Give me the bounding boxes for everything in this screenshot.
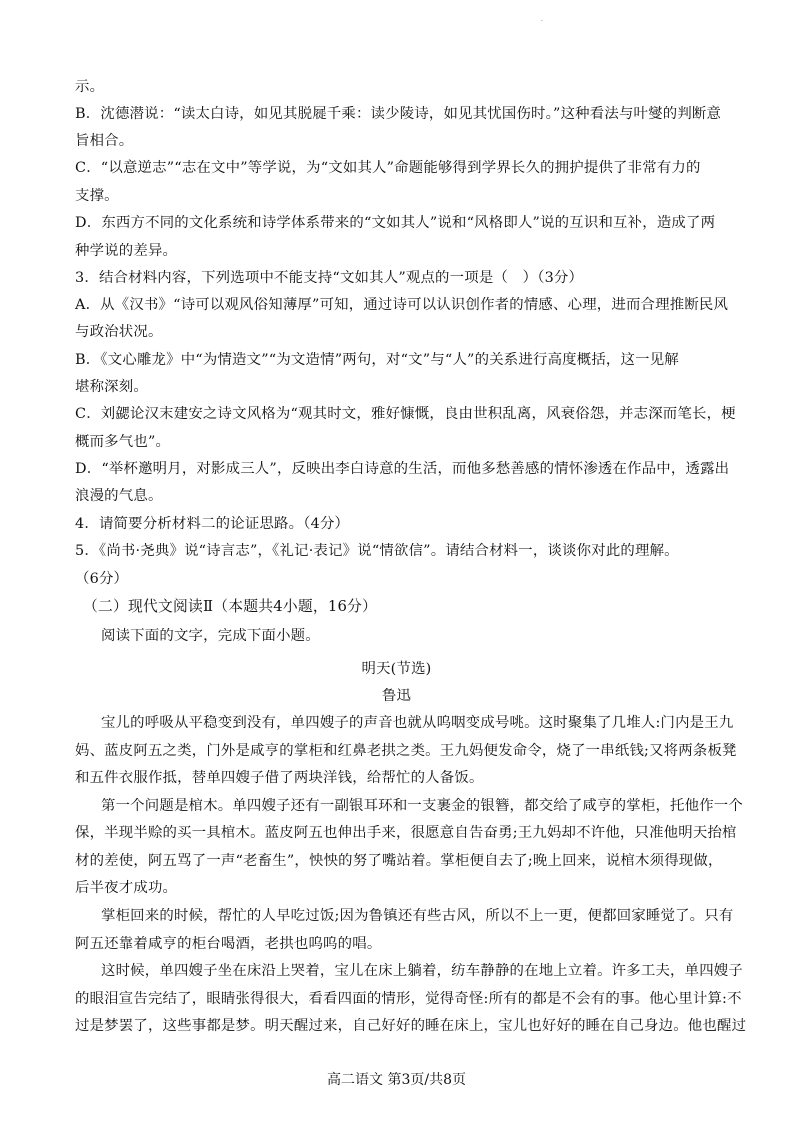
option-b-line: B．《文心雕龙》中“为情造文”“为文造情”两句，对“文”与“人”的关系进行高度概括，这一见解: [75, 352, 679, 368]
article-paragraph-line: 第一个问题是棺木。单四嫂子还有一副银耳环和一支裹金的银簪，都交给了咸亨的掌柜，托他作一个: [101, 798, 743, 814]
option-c-line: C．“以意逆志”“志在文中”等学说，为“文如其人”命题能够得到学界长久的拥护提供了非常有力的: [75, 160, 701, 176]
article-paragraph-line: 掌柜回来的时候，帮忙的人早吃过饭;因为鲁镇还有些古风，所以不上一更，便都回家睡觉了。只有: [101, 908, 734, 924]
article-paragraph-line: 材的差使，阿五骂了一声“老畜生”，怏怏的努了嘴站着。掌柜便自去了;晚上回来，说棺木须得现做，: [75, 853, 723, 869]
article-paragraph-line: 宝儿的呼吸从平稳变到没有，单四嫂子的声音也就从呜咽变成号咷。这时聚集了几堆人:门内是王九: [101, 715, 734, 731]
text-line: 浪漫的气息。: [75, 488, 163, 504]
section-title: （二）现代文阅读Ⅱ（本题共4小题，16分）: [83, 598, 378, 615]
article-paragraph-line: 后半夜才成功。: [75, 880, 178, 896]
question-4: 4．请简要分析材料二的论证思路。（4分）: [75, 516, 350, 532]
question-5: 5．《尚书·尧典》说“诗言志”，《礼记·表记》说“情欲信”。请结合材料一，谈谈你对此的理解。: [75, 543, 679, 559]
article-paragraph-line: 这时候，单四嫂子坐在床沿上哭着，宝儿在床上躺着，纺车静静的在地上立着。许多工夫，单四嫂子: [101, 963, 743, 979]
top-mark: ·: [541, 18, 543, 25]
text-line: （6分）: [75, 571, 129, 587]
article-paragraph-line: 和五件衣服作抵，替单四嫂子借了两块洋钱，给帮忙的人备饭。: [75, 770, 484, 786]
article-paragraph-line: 阿五还靠着咸亨的柜台喝酒，老拱也呜呜的唱。: [75, 936, 382, 952]
option-d-line: D．“举杯邀明月，对影成三人”，反映出李白诗意的生活，而他多愁善感的情怀渗透在作品中，透露出: [75, 461, 730, 477]
option-c-line: C．刘勰论汉末建安之诗文风格为“观其时文，雅好慷慨，良由世积乱离，风衰俗怨，并志深而笔长，梗: [75, 406, 736, 422]
text-line: 与政治状况。: [75, 324, 163, 340]
text-line: 示。: [75, 79, 105, 95]
text-line: 旨相合。: [75, 133, 134, 149]
text-line: 支撑。: [75, 188, 119, 204]
text-line: 种学说的差异。: [75, 243, 178, 259]
option-d-line: D．东西方不同的文化系统和诗学体系带来的“文如其人”说和“风格即人”说的互识和互补，造成了两: [75, 215, 716, 231]
reading-instruction: 阅读下面的文字，完成下面小题。: [101, 628, 320, 644]
page-footer: 高二语文 第3页/共8页: [327, 1072, 466, 1088]
article-paragraph-line: 保，半现半赊的买一具棺木。蓝皮阿五也伸出手来，很愿意自告奋勇;王九妈却不许他，只准他明天抬棺: [75, 825, 737, 841]
article-paragraph-line: 妈、蓝皮阿五之类，门外是咸亨的掌柜和红鼻老拱之类。王九妈便发命令，烧了一串纸钱;又将两条板凳: [75, 743, 737, 759]
article-author: 鲁迅: [381, 688, 412, 704]
option-b-line: B．沈德潜说：“读太白诗，如见其脱屣千乘：读少陵诗，如见其忧国伤时。”这种看法与叶燮的判断意: [75, 106, 722, 122]
article-title: 明天(节选): [361, 661, 432, 677]
text-line: 概而多气也”。: [75, 434, 171, 450]
option-a-line: A．从《汉书》“诗可以观风俗知薄厚”可知，通过诗可以认识创作者的情感、心理，进而合理推断民风: [75, 297, 729, 313]
article-paragraph-line: 的眼泪宣告完结了，眼睛张得很大，看看四面的情形，觉得奇怪:所有的都是不会有的事。他心里计算:不: [75, 991, 742, 1007]
text-line: 堪称深刻。: [75, 379, 148, 395]
article-paragraph-line: 过是梦罢了，这些事都是梦。明天醒过来，自己好好的睡在床上，宝儿也好好的睡在自己身边。他也醒过: [75, 1018, 747, 1034]
question-3: 3．结合材料内容，下列选项中不能支持“文如其人”观点的一项是（ ）（3分）: [75, 270, 584, 286]
